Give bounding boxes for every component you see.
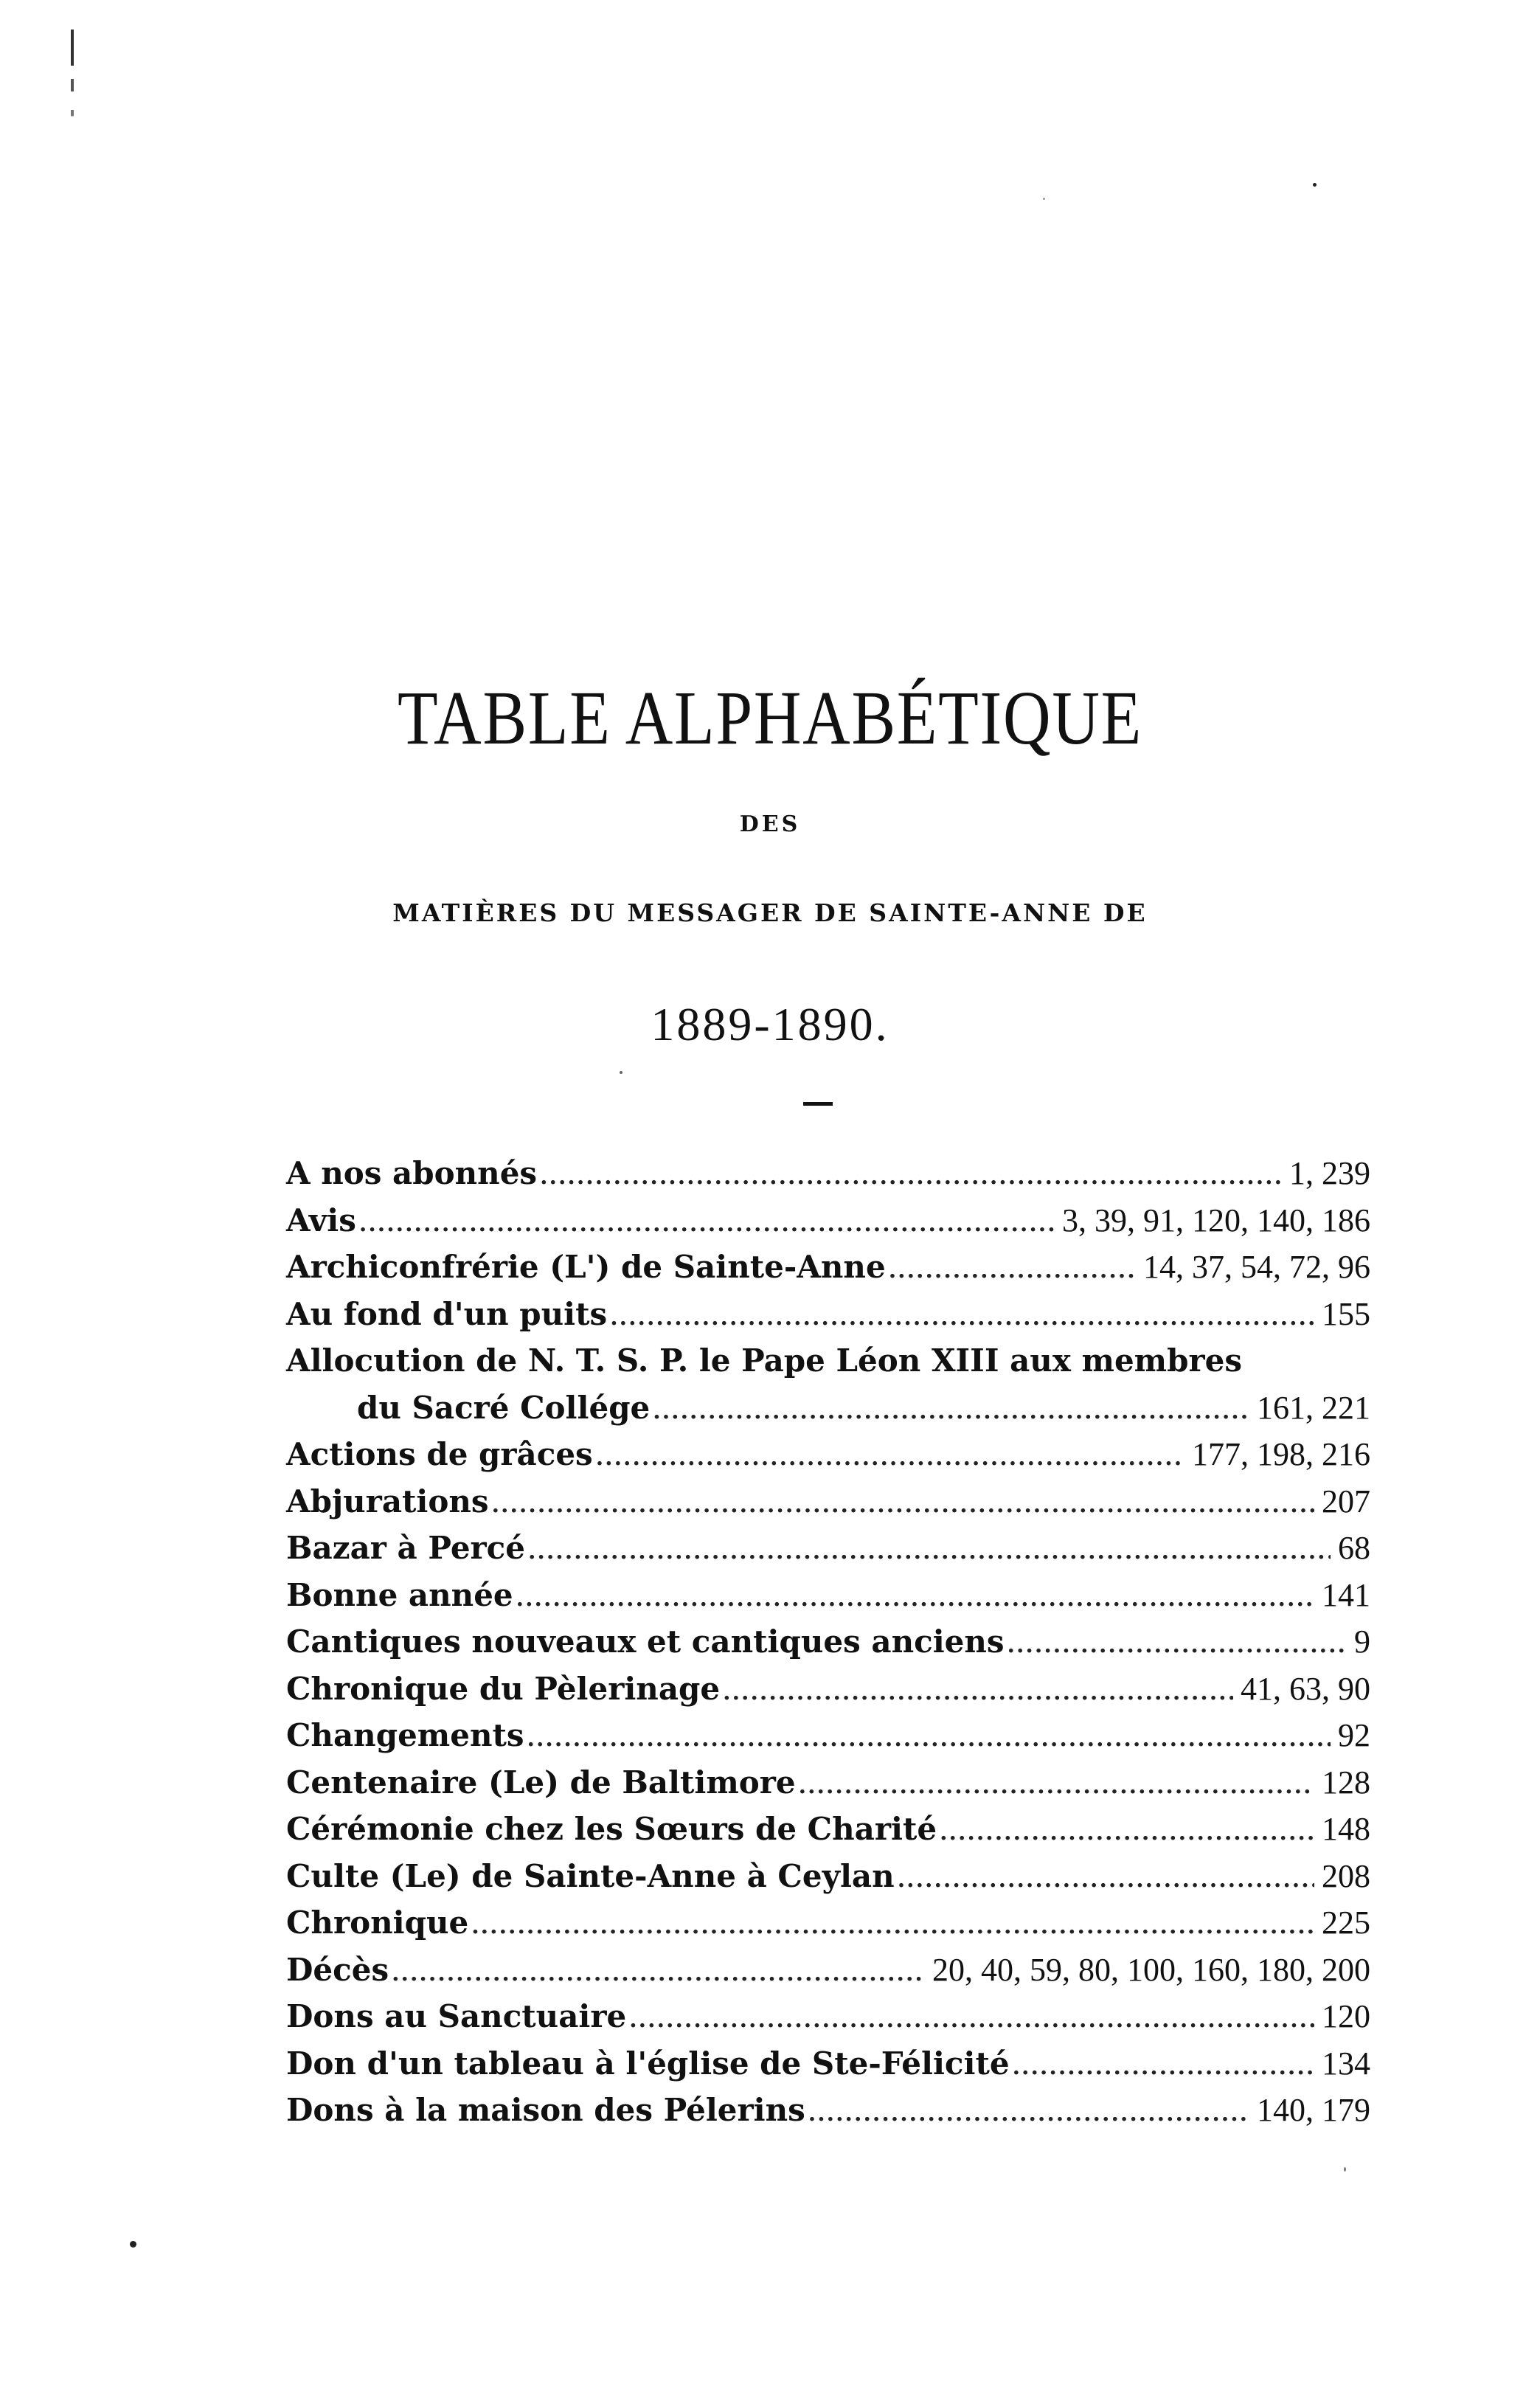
leader-dots [799,1763,1314,1810]
entry-pages: 41, 63, 90 [1241,1670,1370,1707]
leader-dots [808,2090,1249,2138]
year-range: 1889-1890. [651,998,889,1050]
scan-margin-mark [71,30,74,133]
entry-pages: 225 [1322,1905,1370,1941]
index-entry [286,1712,1370,1759]
entry-pages: 120 [1322,1998,1370,2034]
leader-dots [471,1903,1314,1950]
entry-pages: 9 [1354,1623,1370,1660]
entry-pages: 68 [1338,1530,1370,1566]
index-entry [286,1291,1370,1338]
entry-label: Bazar à Percé [286,1530,525,1566]
leader-dots [527,1716,1331,1763]
entry-pages: 134 [1322,2045,1370,2082]
index-entry [286,1150,1370,1197]
entry-label: Dons à la maison des Pélerins [286,2092,805,2128]
entry-label: A nos abonnés [286,1155,538,1191]
leader-dots [359,1201,1055,1248]
entry-pages: 207 [1322,1483,1370,1519]
index-entry [286,1572,1370,1619]
entry-pages: 14, 37, 54, 72, 96 [1143,1249,1370,1285]
entry-pages: 148 [1322,1811,1370,1847]
leader-dots [1013,2044,1314,2091]
index-entry [286,1899,1370,1947]
entry-label: Culte (Le) de Sainte-Anne à Ceylan [286,1857,895,1894]
index-entry [286,1525,1370,1572]
entry-label: Dons au Sanctuaire [286,1998,627,2034]
entry-pages: 1, 239 [1289,1155,1370,1191]
index-entry [286,1993,1370,2040]
entry-pages: 128 [1322,1764,1370,1801]
entry-label: Centenaire (Le) de Baltimore [286,1764,796,1801]
leader-dots [940,1809,1314,1857]
entry-pages: 161, 221 [1257,1389,1370,1426]
entry-pages: 20, 40, 59, 80, 100, 160, 180, 200 [932,1951,1370,1988]
leader-dots [1007,1622,1347,1669]
entry-pages: 3, 39, 91, 120, 140, 186 [1062,1202,1370,1238]
entry-label: Archiconfrérie (L') de Sainte-Anne [286,1249,886,1285]
entry-label: Actions de grâces [286,1436,593,1472]
scan-speck [130,2241,136,2248]
entry-pages: 177, 198, 216 [1192,1436,1370,1472]
index-entries [286,1150,1370,2134]
divider-rule [803,1102,833,1106]
page-title: TABLE ALPHABÉTIQUE [397,676,1143,760]
entry-pages: 141 [1322,1576,1370,1613]
index-entry [286,1947,1370,1994]
entry-label: Changements [286,1717,524,1753]
index-entry [286,1197,1370,1244]
index-entry [286,1618,1370,1666]
entry-pages: 92 [1338,1717,1370,1753]
entry-label: Avis [286,1202,356,1238]
leader-dots [610,1295,1314,1342]
index-entry [286,1244,1370,1291]
entry-label: Chronique [286,1905,469,1941]
leader-dots [492,1482,1314,1529]
index-entry [286,1337,1370,1385]
entry-label: Décès [286,1951,389,1988]
index-entry [286,1806,1370,1853]
scan-speck [620,1071,622,1074]
index-entry [286,1759,1370,1806]
entry-label: Chronique du Pèlerinage [286,1670,721,1707]
entry-label: Abjurations [286,1483,489,1519]
leader-dots [889,1247,1136,1295]
entry-label: Cantiques nouveaux et cantiques anciens [286,1623,1005,1660]
leader-dots [898,1857,1314,1904]
entry-label: du Sacré Collége [357,1389,651,1426]
entry-label: Bonne année [286,1576,513,1613]
entry-label: Cérémonie chez les Sœurs de Charité [286,1811,937,1847]
index-entry [286,1666,1370,1713]
entry-label: Au fond d'un puits [286,1295,608,1332]
scan-speck [1313,183,1317,187]
subtitle-matieres: MATIÈRES DU MESSAGER DE SAINTE-ANNE DE [392,898,1148,927]
entry-pages: 140, 179 [1257,2092,1370,2128]
entry-label: Don d'un tableau à l'église de Ste-Félicité [286,2045,1010,2082]
index-entry [286,1853,1370,1900]
index-entry [286,1478,1370,1525]
index-entry [286,1431,1370,1478]
leader-dots [528,1528,1331,1576]
scan-speck [1043,198,1045,200]
leader-dots [629,1997,1314,2044]
index-entry [286,2040,1370,2087]
leader-dots [540,1154,1282,1201]
leader-dots [653,1388,1249,1435]
leader-dots [516,1576,1314,1623]
index-entry [286,1385,1370,1432]
subtitle-des: DES [739,811,801,837]
entry-pages: 208 [1322,1857,1370,1894]
leader-dots [392,1950,925,1997]
entry-label: Allocution de N. T. S. P. le Pape Léon XIII aux membres [286,1342,1242,1379]
leader-dots [723,1669,1233,1716]
scan-speck [1344,2167,1346,2172]
index-entry [286,2087,1370,2134]
leader-dots [596,1435,1185,1482]
entry-pages: 155 [1322,1295,1370,1332]
